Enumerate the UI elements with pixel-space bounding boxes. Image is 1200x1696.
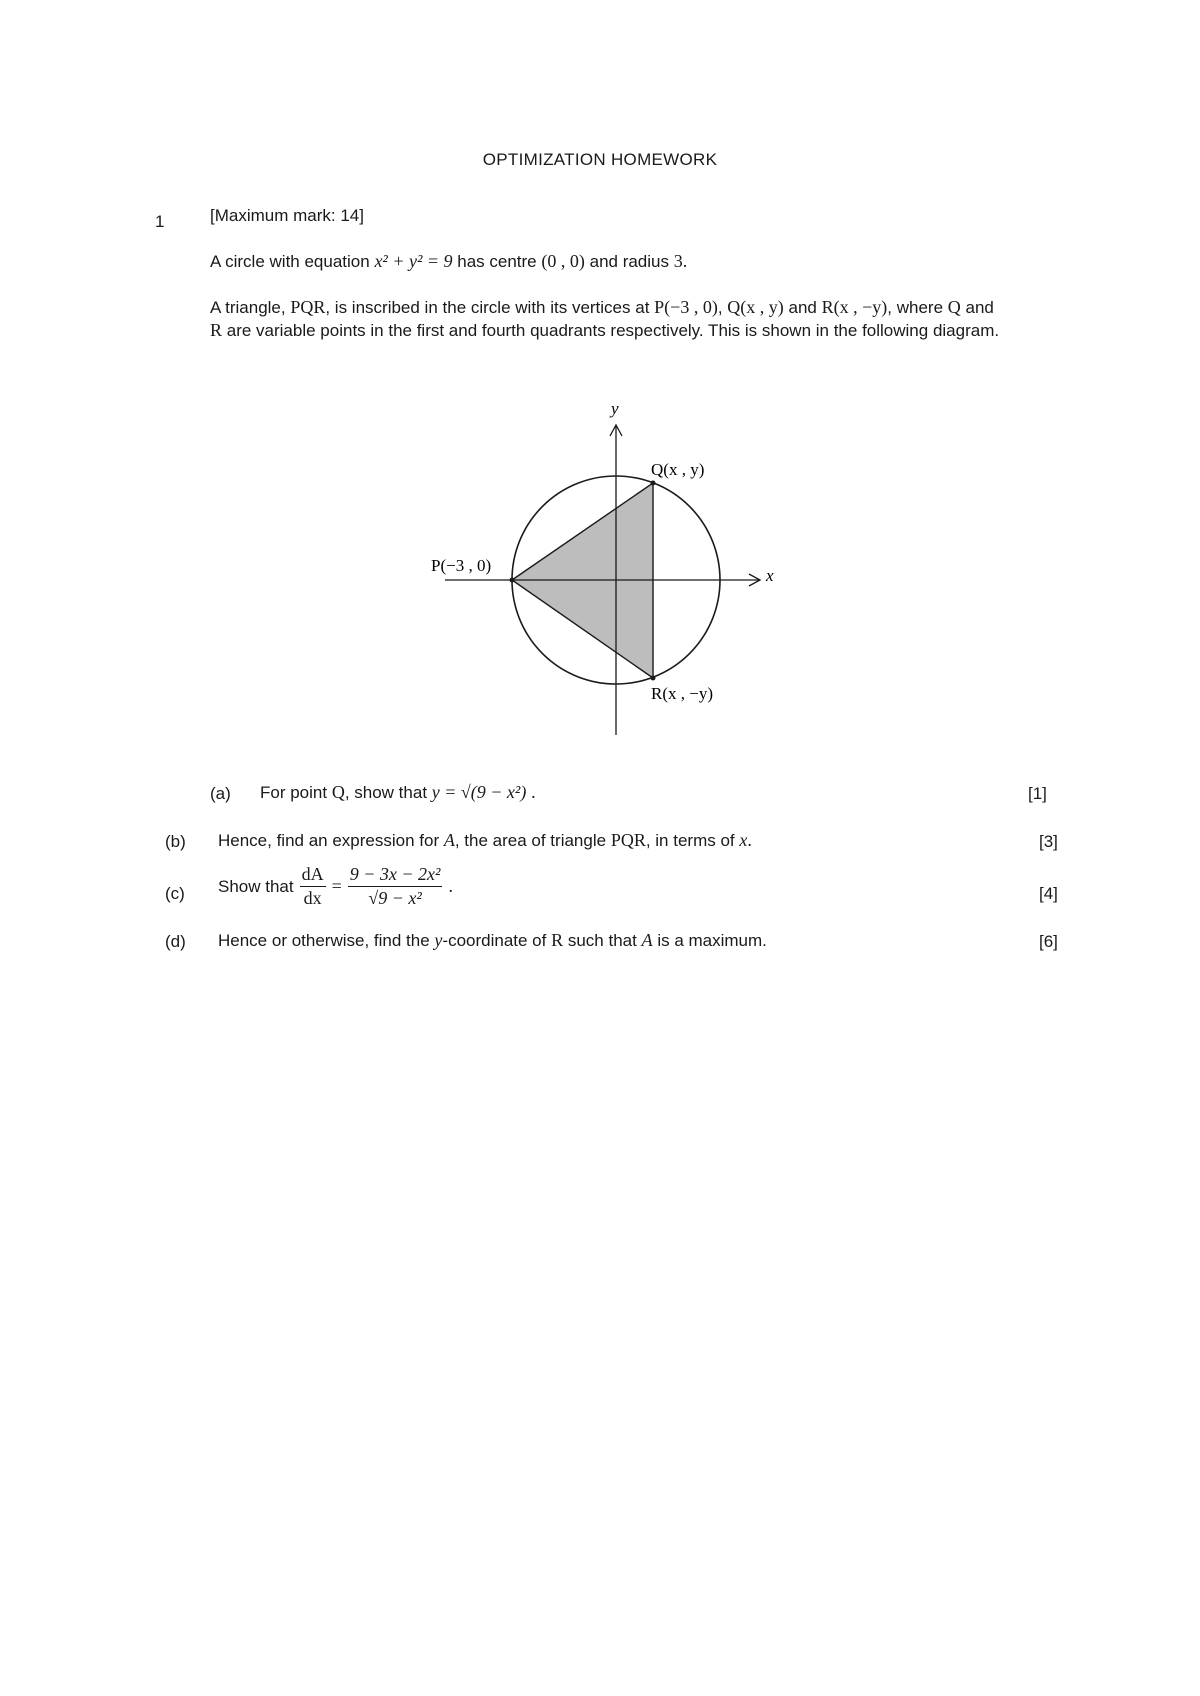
label-r: R(x , −y) bbox=[651, 684, 713, 703]
part-d-text: Hence or otherwise, find the y-coordinate of R such that A is a maximum. bbox=[218, 930, 767, 950]
label-p: P(−3 , 0) bbox=[431, 556, 492, 575]
part-d-mark: [6] bbox=[1039, 932, 1058, 951]
intro-sentence-1: A circle with equation x² + y² = 9 has centre (0 , 0) and radius 3. bbox=[210, 251, 688, 271]
part-c-mark: [4] bbox=[1039, 884, 1058, 903]
part-d-label: (d) bbox=[165, 932, 186, 951]
point-r bbox=[651, 676, 656, 681]
intro-sentence-2: A triangle, PQR, is inscribed in the circle with its vertices at P(−3 , 0), Q(x , y) and R(x , −y), where Q and R are variable points in the first and fourth quadrants respectively. This is shown in the following diagram. bbox=[210, 297, 1000, 340]
part-a-equation: y = √(9 − x²) bbox=[431, 782, 527, 802]
derivative-lhs: $\frac{dA}{dx}$ bbox=[301, 864, 324, 908]
part-c-text: Show that $\frac{dA}{dx}$ = $\frac{\text{9 − 3x − 2x²}}{\text{√9 − x²}}$ . bbox=[218, 864, 453, 908]
part-b-text: Hence, find an expression for A, the area of triangle PQR, in terms of x. bbox=[218, 830, 752, 850]
y-axis-label: y bbox=[611, 399, 619, 418]
label-q: Q(x , y) bbox=[651, 460, 705, 479]
circle-equation: x² + y² = 9 bbox=[374, 251, 453, 271]
x-axis-label: x bbox=[766, 566, 774, 585]
point-q bbox=[651, 481, 656, 486]
part-b-label: (b) bbox=[165, 832, 186, 851]
derivative-rhs: $\frac{\text{9 − 3x − 2x²}}{\text{√9 − x²}}$ bbox=[349, 864, 441, 908]
max-mark: [Maximum mark: 14] bbox=[210, 206, 364, 225]
part-a-text: For point Q, show that y = √(9 − x²) . bbox=[260, 782, 536, 802]
part-a-label: (a) bbox=[210, 784, 231, 803]
part-a-mark: [1] bbox=[1028, 784, 1047, 803]
page-title: OPTIMIZATION HOMEWORK bbox=[482, 150, 718, 169]
circle-triangle-diagram bbox=[420, 395, 800, 740]
part-c-label: (c) bbox=[165, 884, 185, 903]
point-p bbox=[510, 578, 515, 583]
question-number: 1 bbox=[155, 212, 165, 231]
part-b-mark: [3] bbox=[1039, 832, 1058, 851]
